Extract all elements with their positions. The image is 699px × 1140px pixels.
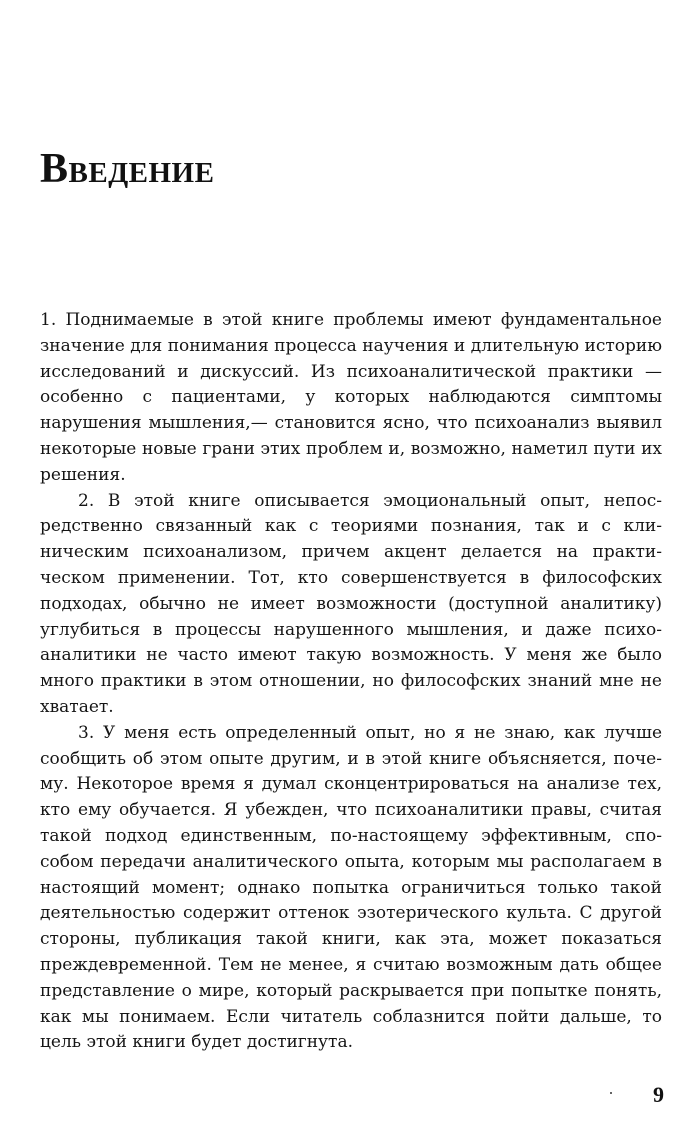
paragraph-3: 3. У меня есть определенный опыт, но я не знаю, как лучше сообщить об этом опыте другим, и в этой книге объясняется, почему. Некоторое время я думал сконцентрироваться на анализе тех, кто ему обучается. Я убежден, что психоаналитики правы, считая такой подход единственным, по-настоящему эффективным, способом передачи аналитического опыта, которым мы располагаем в настоящий момент; однако попытка ограничиться только такой деятельностью содержит оттенок эзотерического культа. С другой стороны, публикация такой книги, как эта, может показаться преждевременной. Тем не менее, я считаю возможным дать общее представление о мире, который раскрывается при попытке понять, как мы понимаем. Если читатель соблазнится пойти дальше, то цель этой книги будет достигнута. [40,722,662,1053]
paragraph-1: 1. Поднимаемые в этой книге проблемы имеют фундаментальное значение для понимания процесса научения и длительную историю исследований и дискуссий. Из психоаналитической практики — особенно с пациентами, у которых наблюдаются симптомы нарушения мышления,— становится ясно, что психоанализ выявил некоторые новые грани этих проблем и, возможно, наметил пути их решения. [40,310,662,485]
body-text [40,308,662,1056]
paragraph-2: 2. В этой книге описывается эмоциональный опыт, непосредственно связанный как с теориями познания, так и с клиническим психоанализом, причем акцент делается на практическом применении. Тот, кто совершенствуется в философских подходах, обычно не имеет возможности (доступной аналитику) углубиться в процессы нарушенного мышления, и даже психоаналитики не часто имеют такую возможность. У меня же было много практики в этом отношении, но философских знаний мне не хватает. [40,490,662,717]
footer-dot-mark [610,1092,612,1094]
page-number: 9 [653,1082,664,1107]
chapter-title: Введение [40,146,215,192]
page-footer [600,1080,664,1110]
